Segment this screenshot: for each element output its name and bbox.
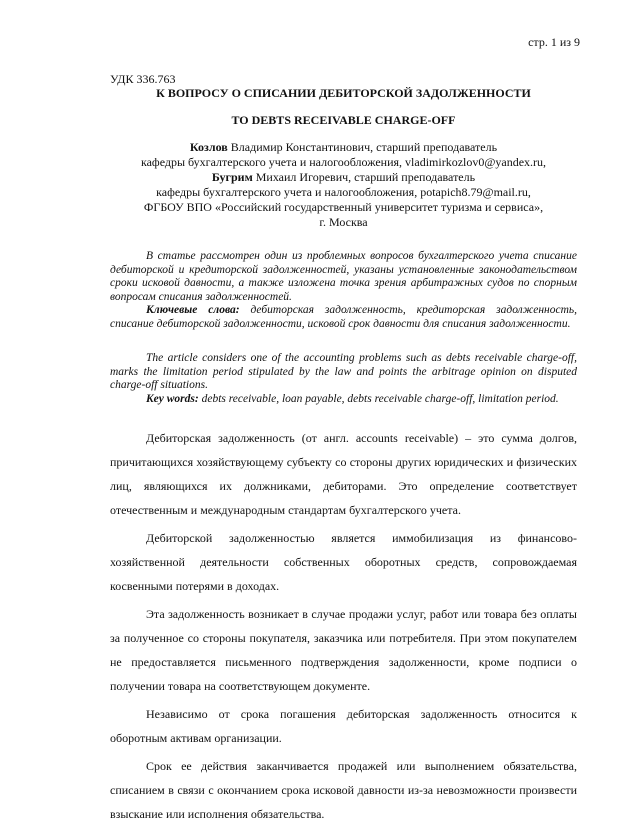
author-2 (110, 170, 577, 185)
title-russian: К ВОПРОСУ О СПИСАНИИ ДЕБИТОРСКОЙ ЗАДОЛЖЕННОСТИ (156, 86, 531, 100)
keywords-english-list: debts receivable, loan payable, debts receivable charge-off, limitation period. (198, 392, 559, 405)
keywords-english-label: Key words: (146, 392, 199, 405)
udk-code: УДК 336.763 (110, 72, 176, 86)
paragraph: Эта задолженность возникает в случае продажи услуг, работ или товара без оплаты за полученное со стороны покупателя, заказчика или потребителя. При этом покупателем не предоставляется письменного подтверждения задолженности, кроме подписи о получении товара на соответствующем документе. (110, 607, 577, 693)
title-english: TO DEBTS RECEIVABLE CHARGE-OFF (231, 113, 456, 127)
abstract-russian: В статье рассмотрен один из проблемных вопросов бухгалтерского учета списание дебиторской и кредиторской задолженностей, указаны установленные законодательством сроки исковой давности, а также изложена точка зрения арбитражных судов по спорным вопросам списания задолженностей. (110, 250, 577, 303)
keywords-russian-label: Ключевые слова: (146, 304, 240, 316)
body-text (110, 426, 577, 826)
article (110, 72, 577, 826)
keywords-english (110, 393, 577, 407)
affiliation: ФГБОУ ВПО «Российский государственный университет туризма и сервиса», (143, 200, 544, 214)
paragraph: Срок ее действия заканчивается продажей или выполнением обязательства, списанием в связи с окончанием срока исковой давности из-за невозможности произвести взыскание или исполнения обязательства. (110, 759, 577, 821)
author-2-details: Михаил Игоревич, старший преподаватель (252, 170, 476, 184)
city: г. Москва (319, 215, 368, 229)
author-2-department: кафедры бухгалтерского учета и налогообложения, potapich8.79@mail.ru, (156, 185, 531, 199)
keywords-russian (110, 304, 577, 331)
authors-block (110, 140, 577, 230)
paragraph: Независимо от срока погашения дебиторская задолженность относится к оборотным активам организации. (110, 707, 577, 745)
author-2-surname: Бугрим (211, 170, 253, 184)
author-1-details: Владимир Константинович, старший преподаватель (227, 140, 498, 154)
author-1-surname: Козлов (189, 140, 228, 154)
abstract-english: The article considers one of the accounting problems such as debts receivable charge-off, marks the limitation period stipulated by the law and points the arbitrage opinion on disputed charge-off situations. (110, 352, 577, 391)
author-1 (110, 140, 577, 155)
paragraph: Дебиторская задолженность (от англ. accounts receivable) – это сумма долгов, причитающихся хозяйствующему субъекту со стороны других юридических и физических лиц, являющихся их должниками, дебиторами. Это определение соответствует отечественным и международным стандартам бухгалтерского учета. (110, 431, 577, 517)
paragraph: Дебиторской задолженностью является иммобилизация из финансово-хозяйственной деятельности собственных оборотных средств, сопровождаемая косвенными потерями в доходах. (110, 531, 577, 593)
page-number: стр. 1 из 9 (528, 35, 580, 49)
author-1-department: кафедры бухгалтерского учета и налогообложения, vladimirkozlov0@yandex.ru, (140, 155, 547, 169)
keywords-russian-list: дебиторская задолженность, кредиторская задолженность, списание дебиторской задолженности, исковой срок давности для списания задолженности. (110, 304, 578, 330)
